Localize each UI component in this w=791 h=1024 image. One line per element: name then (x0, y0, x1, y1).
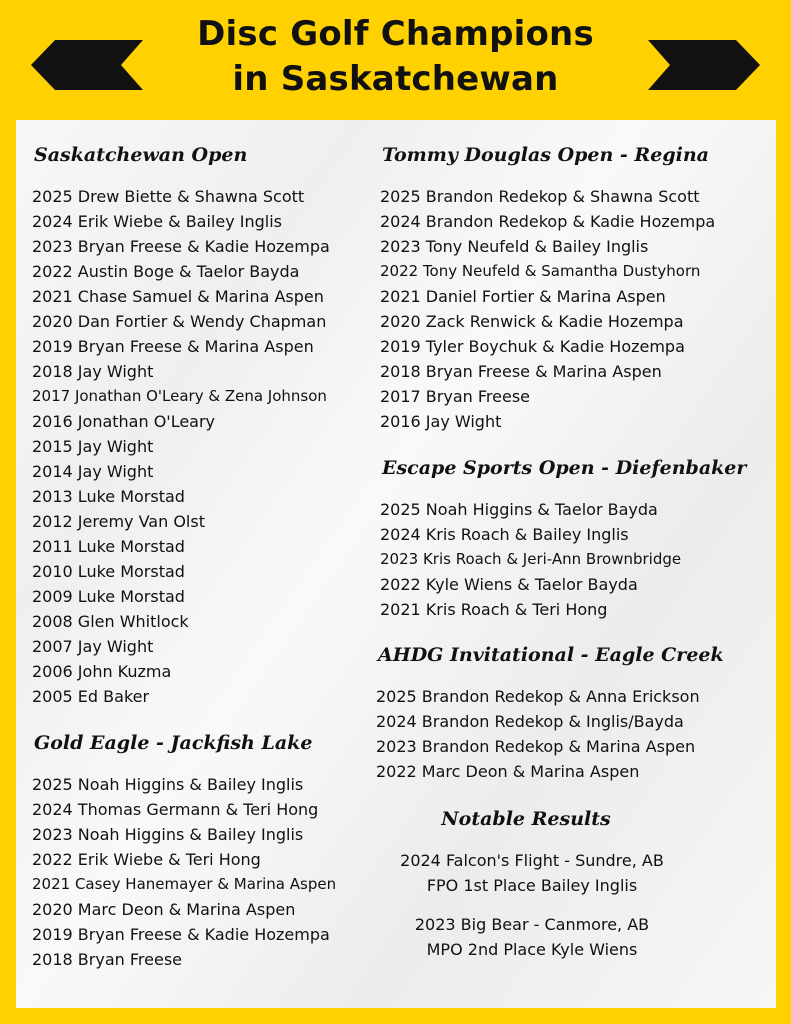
list-item: 2017 Jonathan O'Leary & Zena Johnson (32, 387, 327, 405)
notable-result-event: 2023 Big Bear - Canmore, AB (414, 915, 650, 934)
list-item: 2019 Bryan Freese & Marina Aspen (32, 337, 314, 356)
list-item: 2016 Jay Wight (380, 412, 502, 431)
list-item: 2025 Brandon Redekop & Shawna Scott (380, 187, 700, 206)
list-item: 2023 Bryan Freese & Kadie Hozempa (32, 237, 330, 256)
list-item: 2005 Ed Baker (32, 687, 150, 706)
list-item: 2025 Noah Higgins & Taelor Bayda (380, 500, 658, 519)
list-item: 2020 Marc Deon & Marina Aspen (32, 900, 296, 919)
saskatchewan-open-list (32, 184, 330, 709)
list-item: 2024 Erik Wiebe & Bailey Inglis (32, 212, 283, 231)
list-item: 2018 Jay Wight (32, 362, 154, 381)
tommy-douglas-list (380, 184, 715, 434)
list-item: 2018 Bryan Freese & Marina Aspen (380, 362, 662, 381)
section-heading-gold-eagle: Gold Eagle - Jackfish Lake (34, 732, 313, 754)
list-item: 2015 Jay Wight (32, 437, 154, 456)
content-panel (16, 120, 776, 1008)
left-arrow-icon (31, 40, 143, 90)
list-item: 2021 Casey Hanemayer & Marina Aspen (32, 875, 337, 893)
list-item: 2021 Chase Samuel & Marina Aspen (32, 287, 324, 306)
section-heading-escape-sports: Escape Sports Open - Diefenbaker (382, 457, 747, 479)
list-item: 2023 Noah Higgins & Bailey Inglis (32, 825, 304, 844)
list-item: 2012 Jeremy Van Olst (32, 512, 205, 531)
list-item: 2020 Dan Fortier & Wendy Chapman (32, 312, 327, 331)
notable-result-event: 2024 Falcon's Flight - Sundre, AB (400, 851, 664, 870)
section-heading-saskatchewan-open: Saskatchewan Open (34, 144, 248, 166)
section-heading-tommy-douglas: Tommy Douglas Open - Regina (382, 144, 709, 166)
gold-eagle-list (32, 772, 336, 972)
list-item: 2016 Jonathan O'Leary (32, 412, 216, 431)
section-heading-ahdg: AHDG Invitational - Eagle Creek (378, 644, 724, 666)
notable-result-detail: FPO 1st Place Bailey Inglis (426, 876, 638, 895)
list-item: 2009 Luke Morstad (32, 587, 185, 606)
list-item: 2014 Jay Wight (32, 462, 154, 481)
list-item: 2024 Brandon Redekop & Kadie Hozempa (380, 212, 716, 231)
section-heading-notable: Notable Results (441, 808, 611, 830)
list-item: 2022 Marc Deon & Marina Aspen (376, 762, 640, 781)
list-item: 2022 Erik Wiebe & Teri Hong (32, 850, 261, 869)
list-item: 2011 Luke Morstad (32, 537, 185, 556)
list-item: 2024 Kris Roach & Bailey Inglis (380, 525, 629, 544)
list-item: 2021 Kris Roach & Teri Hong (380, 600, 608, 619)
list-item: 2006 John Kuzma (32, 662, 172, 681)
list-item: 2017 Bryan Freese (380, 387, 530, 406)
list-item: 2007 Jay Wight (32, 637, 154, 656)
notable-result (382, 848, 682, 898)
list-item: 2019 Tyler Boychuk & Kadie Hozempa (380, 337, 685, 356)
list-item: 2010 Luke Morstad (32, 562, 185, 581)
list-item: 2023 Brandon Redekop & Marina Aspen (376, 737, 696, 756)
right-arrow-icon (648, 40, 760, 90)
list-item: 2024 Thomas Germann & Teri Hong (32, 800, 319, 819)
list-item: 2024 Brandon Redekop & Inglis/Bayda (376, 712, 684, 731)
list-item: 2008 Glen Whitlock (32, 612, 189, 631)
list-item: 2025 Noah Higgins & Bailey Inglis (32, 775, 304, 794)
list-item: 2023 Tony Neufeld & Bailey Inglis (380, 237, 649, 256)
list-item: 2025 Brandon Redekop & Anna Erickson (376, 687, 700, 706)
title-line-1: Disc Golf Champions (197, 14, 594, 54)
list-item: 2018 Bryan Freese (32, 950, 182, 969)
list-item: 2021 Daniel Fortier & Marina Aspen (380, 287, 666, 306)
list-item: 2022 Austin Boge & Taelor Bayda (32, 262, 300, 281)
list-item: 2019 Bryan Freese & Kadie Hozempa (32, 925, 330, 944)
list-item: 2025 Drew Biette & Shawna Scott (32, 187, 305, 206)
notable-result-detail: MPO 2nd Place Kyle Wiens (426, 940, 638, 959)
escape-sports-list (380, 497, 681, 622)
list-item: 2022 Tony Neufeld & Samantha Dustyhorn (380, 262, 701, 280)
notable-result (382, 912, 682, 962)
list-item: 2013 Luke Morstad (32, 487, 185, 506)
list-item: 2022 Kyle Wiens & Taelor Bayda (380, 575, 638, 594)
title-line-2: in Saskatchewan (232, 59, 559, 99)
list-item: 2020 Zack Renwick & Kadie Hozempa (380, 312, 684, 331)
list-item: 2023 Kris Roach & Jeri-Ann Brownbridge (380, 550, 682, 568)
ahdg-list (376, 684, 700, 784)
